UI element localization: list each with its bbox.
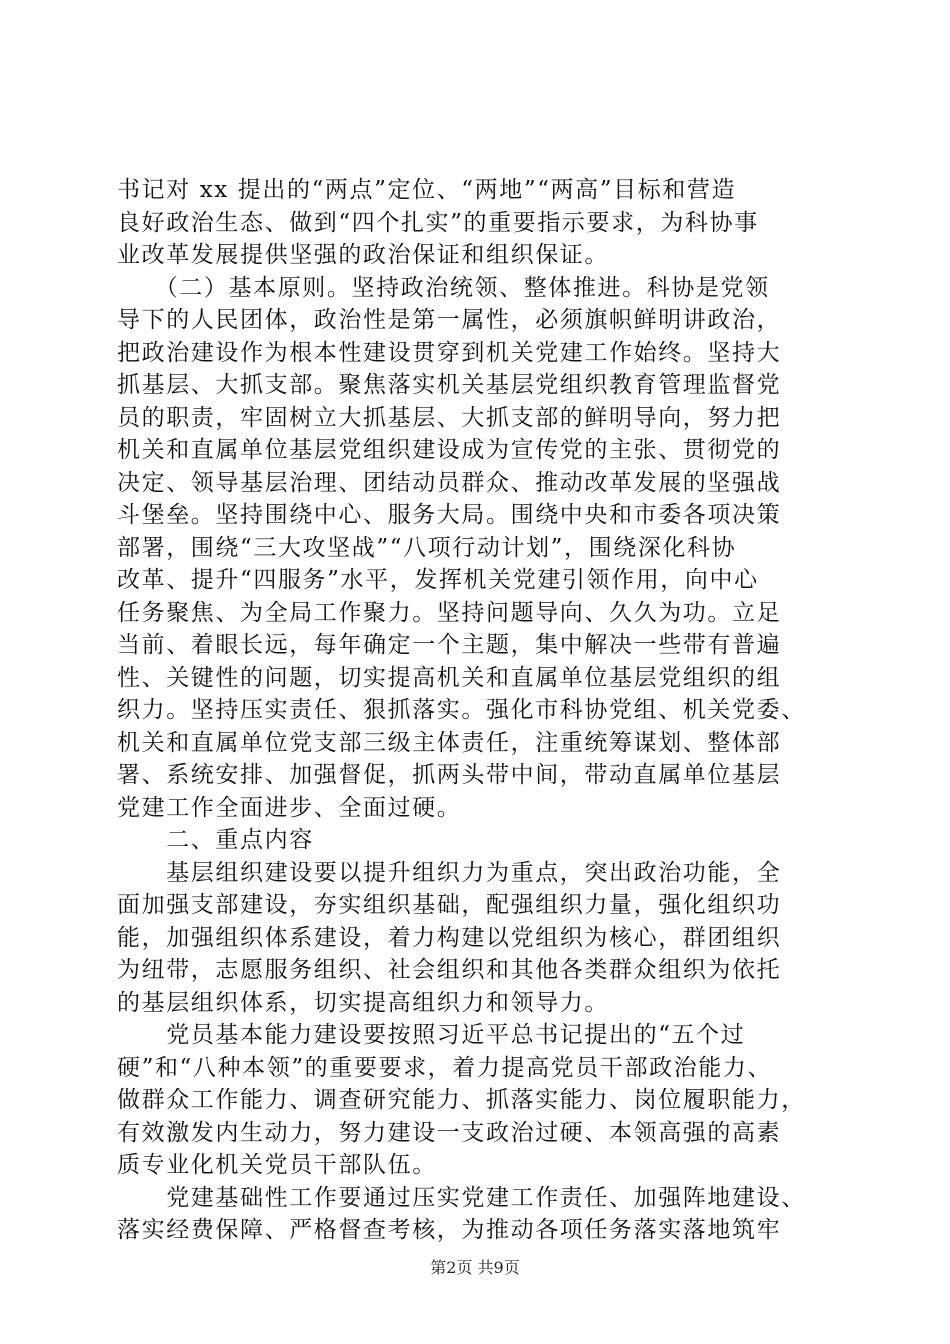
text-line: 机关和直属单位党支部三级主体责任，注重统筹谋划、整体部 [117, 729, 782, 756]
text-line: 落实经费保障、严格督查考核，为推动各项任务落实落地筑牢 [117, 1217, 782, 1243]
text-line: 任务聚焦、为全局工作聚力。坚持问题导向、久久为功。立足 [117, 599, 782, 626]
text-line: 硬”和“八种本领”的重要要求，着力提高党员干部政治能力、 [117, 1054, 773, 1081]
text-line: 员的职责，牢固树立大抓基层、大抓支部的鲜明导向，努力把 [117, 404, 782, 431]
text-line: 改革、提升“四服务”水平，发挥机关党建引领作用，向中心 [117, 567, 759, 593]
text-line: 抓基层、大抓支部。聚焦落实机关基层党组织教育管理监督党 [117, 372, 782, 398]
text-line: （二）基本原则。坚持政治统领、整体推进。科协是党领 [117, 274, 770, 301]
text-line: 书记对 xx 提出的“两点”定位、“两地”“两高”目标和营造 [117, 177, 737, 203]
text-line: 的基层组织体系，切实提高组织力和领导力。 [117, 989, 609, 1016]
text-line: 性、关键性的问题，切实提高机关和直属单位基层党组织的组 [117, 664, 782, 691]
text-line: 良好政治生态、做到“四个扎实”的重要指示要求，为科协事 [117, 209, 759, 236]
text-line: 面加强支部建设，夯实组织基础，配强组织力量，强化组织功 [117, 892, 782, 918]
text-line: 基层组织建设要以提升组织力为重点，突出政治功能，全 [117, 859, 782, 886]
text-line: 导下的人民团体，政治性是第一属性，必须旗帜鲜明讲政治， [117, 307, 782, 333]
text-line: 业改革发展提供坚强的政治保证和组织保证。 [117, 242, 609, 268]
text-line: 党建工作全面进步、全面过硬。 [117, 794, 462, 821]
text-line: 为纽带，志愿服务组织、社会组织和其他各类群众组织为依托 [117, 957, 782, 983]
text-line: 把政治建设作为根本性建设贯穿到机关党建工作始终。坚持大 [117, 339, 782, 366]
text-line: 织力。坚持压实责任、狠抓落实。强化市科协党组、机关党委、 [117, 697, 806, 723]
text-line: 部署，围绕“三大攻坚战”“八项行动计划”，围绕深化科协 [117, 534, 737, 561]
text-line: 斗堡垒。坚持围绕中心、服务大局。围绕中央和市委各项决策 [117, 502, 782, 528]
text-line: 机关和直属单位基层党组织建设成为宣传党的主张、贯彻党的 [117, 437, 782, 463]
text-line: 党建基础性工作要通过压实党建工作责任、加强阵地建设、 [117, 1184, 806, 1211]
text-line: 有效激发内生动力，努力建设一支政治过硬、本领高强的高素 [117, 1119, 782, 1146]
text-line: 决定、领导基层治理、团结动员群众、推动改革发展的坚强战 [117, 469, 782, 496]
text-line: 做群众工作能力、调查研究能力、抓落实能力、岗位履职能力， [117, 1087, 806, 1113]
document-body [117, 174, 857, 1247]
section-heading: 二、重点内容 [117, 827, 314, 853]
text-line: 能，加强组织体系建设，着力构建以党组织为核心，群团组织 [117, 924, 782, 951]
text-line: 当前、着眼长远，每年确定一个主题，集中解决一些带有普遍 [117, 632, 782, 658]
text-line: 署、系统安排、加强督促，抓两头带中间，带动直属单位基层 [117, 762, 782, 788]
text-line: 党员基本能力建设要按照习近平总书记提出的“五个过 [117, 1022, 746, 1048]
text-line: 质专业化机关党员干部队伍。 [117, 1152, 437, 1178]
page-number: 第2页 共9页 [430, 1258, 520, 1277]
